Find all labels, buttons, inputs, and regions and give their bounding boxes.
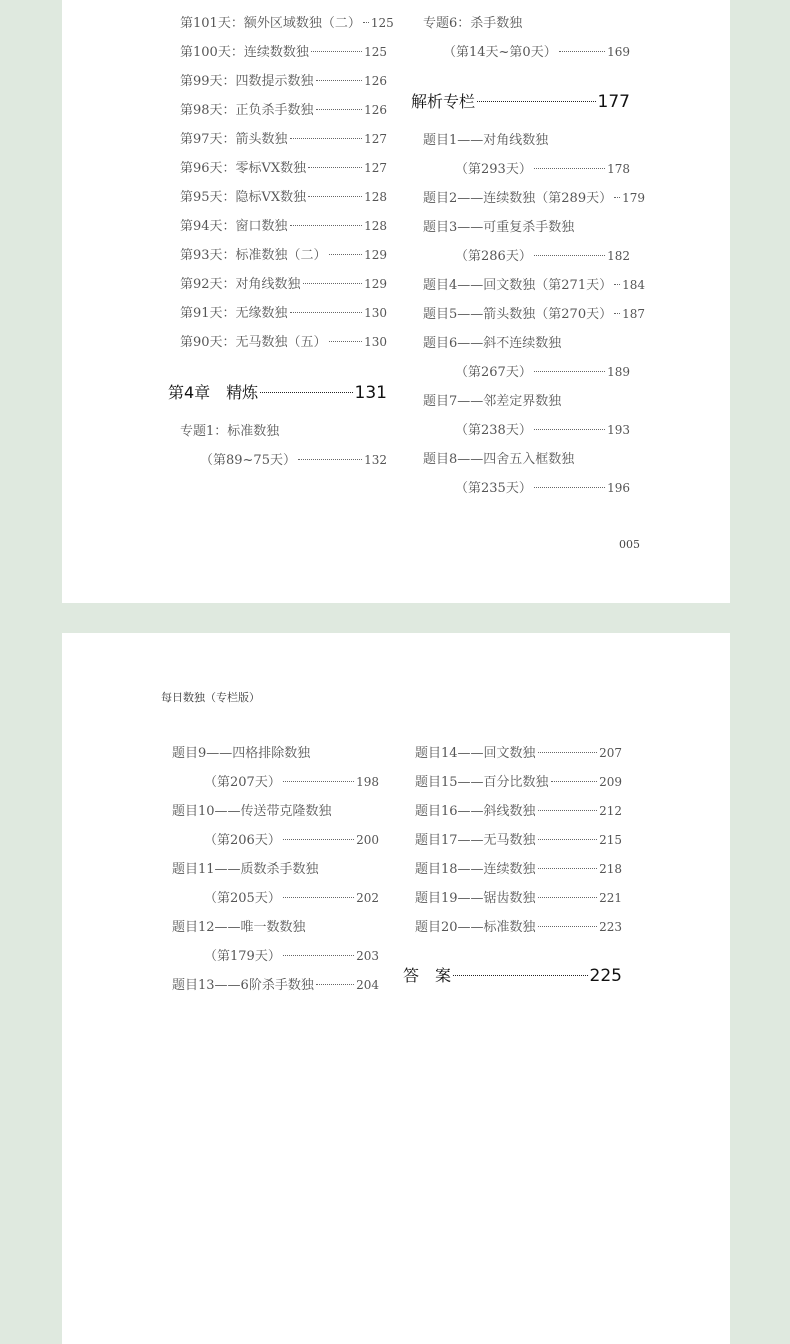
dot-leader <box>283 897 354 898</box>
dot-leader <box>290 312 363 313</box>
entry-page: 129 <box>364 248 387 262</box>
dot-leader <box>283 955 354 956</box>
item-title: 题目3——可重复杀手数独 <box>423 220 575 235</box>
dot-leader <box>534 429 605 430</box>
item-sub: （第293天） <box>455 162 532 177</box>
toc-entry[interactable] <box>180 270 387 299</box>
item-page: 209 <box>599 775 622 789</box>
item-page: 198 <box>356 775 379 789</box>
item-title: 题目5——箭头数独（第270天） <box>423 307 613 322</box>
dot-leader <box>316 984 354 985</box>
dot-leader <box>453 975 588 976</box>
item-page: 193 <box>607 423 630 437</box>
entry-title: 第91天：无缘数独 <box>180 306 288 321</box>
dot-leader <box>283 839 354 840</box>
item-sub: （第179天） <box>204 949 281 964</box>
item-title: 题目19——锯齿数独 <box>415 891 536 906</box>
entry-page: 126 <box>364 103 387 117</box>
dot-leader <box>311 51 362 52</box>
entry-page: 126 <box>364 74 387 88</box>
item-page: 179 <box>622 191 645 205</box>
dot-leader <box>614 284 620 285</box>
item-title: 题目2——连续数独（第289天） <box>423 191 613 206</box>
topic-range: （第14天~第0天） <box>443 45 557 60</box>
topic-1-entry[interactable] <box>180 417 387 475</box>
toc-entry[interactable] <box>180 212 387 241</box>
analysis-item[interactable] <box>415 739 622 768</box>
section-title: 解析专栏 <box>411 92 476 111</box>
dot-leader <box>538 897 598 898</box>
entry-title: 第98天：正负杀手数独 <box>180 103 314 118</box>
dot-leader <box>363 22 369 23</box>
analysis-item[interactable] <box>423 300 645 329</box>
item-page: 196 <box>607 481 630 495</box>
dot-leader <box>534 168 605 169</box>
toc-entry[interactable] <box>180 154 387 183</box>
dot-leader <box>283 781 354 782</box>
entry-page: 125 <box>370 16 394 30</box>
dot-leader <box>534 487 605 488</box>
dot-leader <box>614 197 620 198</box>
toc-entry[interactable] <box>180 183 387 212</box>
entry-title: 第94天：窗口数独 <box>180 219 288 234</box>
topic-title: 专题6：杀手数独 <box>423 16 523 31</box>
dot-leader <box>551 781 598 782</box>
topic-6-entry[interactable] <box>423 9 630 67</box>
item-title: 题目6——斜不连续数独 <box>423 336 562 351</box>
item-page: 203 <box>356 949 379 963</box>
entry-page: 129 <box>364 277 387 291</box>
analysis-item[interactable] <box>423 445 630 503</box>
item-page: 221 <box>599 891 622 905</box>
dot-leader <box>290 225 363 226</box>
dot-leader <box>538 868 598 869</box>
analysis-item[interactable] <box>172 971 379 1000</box>
toc-page-lower <box>62 633 730 1344</box>
chapter-page: 131 <box>354 383 387 403</box>
dot-leader <box>477 101 596 102</box>
item-title: 题目9——四格排除数独 <box>172 746 311 761</box>
dot-leader <box>260 392 352 393</box>
entry-title: 第101天：额外区域数独（二） <box>180 16 361 31</box>
entry-title: 第93天：标准数独（二） <box>180 248 327 263</box>
entry-title: 第95天：隐标VX数独 <box>180 190 307 205</box>
item-page: 178 <box>607 162 630 176</box>
analysis-item[interactable] <box>415 884 622 913</box>
dot-leader <box>290 138 363 139</box>
dot-leader <box>308 167 362 168</box>
item-sub: （第206天） <box>204 833 281 848</box>
dot-leader <box>316 80 363 81</box>
dot-leader <box>538 926 598 927</box>
item-page: 215 <box>599 833 622 847</box>
item-page: 200 <box>356 833 379 847</box>
answers-heading[interactable] <box>403 956 622 996</box>
answers-title: 答 案 <box>403 966 452 985</box>
topic-page: 169 <box>607 45 630 59</box>
analysis-item[interactable] <box>172 855 379 913</box>
item-page: 189 <box>607 365 630 379</box>
analysis-item[interactable] <box>415 855 622 884</box>
dot-leader <box>308 196 362 197</box>
dot-leader <box>329 341 363 342</box>
entry-title: 第92天：对角线数独 <box>180 277 301 292</box>
item-page: 218 <box>599 862 622 876</box>
item-page: 182 <box>607 249 630 263</box>
item-page: 207 <box>599 746 622 760</box>
item-title: 题目7——邻差定界数独 <box>423 394 562 409</box>
item-page: 202 <box>356 891 379 905</box>
item-page: 184 <box>622 278 645 292</box>
answers-page: 225 <box>589 966 622 986</box>
entry-page: 127 <box>364 161 387 175</box>
dot-leader <box>559 51 605 52</box>
chapter-4-heading[interactable] <box>168 373 387 413</box>
entry-title: 第90天：无马数独（五） <box>180 335 327 350</box>
analysis-item[interactable] <box>423 126 630 184</box>
toc-left-column <box>180 9 394 357</box>
entry-title: 第99天：四数提示数独 <box>180 74 314 89</box>
entry-page: 127 <box>364 132 387 146</box>
item-title: 题目1——对角线数独 <box>423 133 549 148</box>
item-page: 204 <box>356 978 379 992</box>
entry-title: 第96天：零标VX数独 <box>180 161 307 176</box>
analysis-item[interactable] <box>172 797 379 855</box>
entry-page: 128 <box>364 219 387 233</box>
entry-page: 130 <box>364 335 387 349</box>
toc-entry[interactable] <box>180 299 387 328</box>
item-title: 题目17——无马数独 <box>415 833 536 848</box>
entry-page: 128 <box>364 190 387 204</box>
toc-entry[interactable] <box>180 241 387 270</box>
topic-title: 专题1：标准数独 <box>180 424 280 439</box>
analysis-item[interactable] <box>415 768 622 797</box>
entry-title: 第97天：箭头数独 <box>180 132 288 147</box>
item-sub: （第205天） <box>204 891 281 906</box>
toc-entry[interactable] <box>180 67 387 96</box>
dot-leader <box>329 254 363 255</box>
analysis-section-heading[interactable] <box>411 82 630 122</box>
analysis-item[interactable] <box>415 797 622 826</box>
item-page: 187 <box>622 307 645 321</box>
toc-left-column <box>172 739 379 1000</box>
toc-entry[interactable] <box>180 9 394 38</box>
item-title: 题目8——四舍五入框数独 <box>423 452 575 467</box>
analysis-item[interactable] <box>172 739 379 797</box>
dot-leader <box>538 810 598 811</box>
item-title: 题目20——标准数独 <box>415 920 536 935</box>
analysis-item-list <box>423 126 645 503</box>
dot-leader <box>316 109 363 110</box>
analysis-item[interactable] <box>423 329 630 387</box>
item-sub: （第267天） <box>455 365 532 380</box>
analysis-item[interactable] <box>423 213 630 271</box>
item-title: 题目16——斜线数独 <box>415 804 536 819</box>
toc-entry[interactable] <box>180 38 387 67</box>
dot-leader <box>614 313 620 314</box>
entry-page: 125 <box>364 45 387 59</box>
toc-page-upper <box>62 0 730 603</box>
analysis-item[interactable] <box>423 271 645 300</box>
item-title: 题目14——回文数独 <box>415 746 536 761</box>
topic-range: （第89~75天） <box>200 453 296 468</box>
item-title: 题目15——百分比数独 <box>415 775 549 790</box>
item-title: 题目18——连续数独 <box>415 862 536 877</box>
section-page: 177 <box>597 92 630 112</box>
analysis-item[interactable] <box>423 387 630 445</box>
running-head: 每日数独（专栏版） <box>161 691 260 704</box>
item-title: 题目13——6阶杀手数独 <box>172 978 314 993</box>
topic-page: 132 <box>364 453 387 467</box>
item-sub: （第207天） <box>204 775 281 790</box>
dot-leader <box>538 752 598 753</box>
item-sub: （第235天） <box>455 481 532 496</box>
toc-right-column <box>415 739 622 942</box>
analysis-item[interactable] <box>415 913 622 942</box>
analysis-item[interactable] <box>423 184 645 213</box>
chapter-title: 第4章 精炼 <box>168 383 259 402</box>
toc-entry[interactable] <box>180 125 387 154</box>
entry-title: 第100天：连续数数独 <box>180 45 309 60</box>
item-sub: （第238天） <box>455 423 532 438</box>
item-title: 题目11——质数杀手数独 <box>172 862 319 877</box>
item-page: 223 <box>599 920 622 934</box>
dot-leader <box>298 459 362 460</box>
dot-leader <box>538 839 598 840</box>
page-number: 005 <box>619 538 640 551</box>
item-page: 212 <box>599 804 622 818</box>
item-sub: （第286天） <box>455 249 532 264</box>
dot-leader <box>303 283 363 284</box>
entry-page: 130 <box>364 306 387 320</box>
toc-entry[interactable] <box>180 328 387 357</box>
analysis-item[interactable] <box>415 826 622 855</box>
analysis-item[interactable] <box>172 913 379 971</box>
item-title: 题目4——回文数独（第271天） <box>423 278 613 293</box>
dot-leader <box>534 255 605 256</box>
dot-leader <box>534 371 605 372</box>
toc-entry[interactable] <box>180 96 387 125</box>
item-title: 题目12——唯一数数独 <box>172 920 306 935</box>
item-title: 题目10——传送带克隆数独 <box>172 804 332 819</box>
